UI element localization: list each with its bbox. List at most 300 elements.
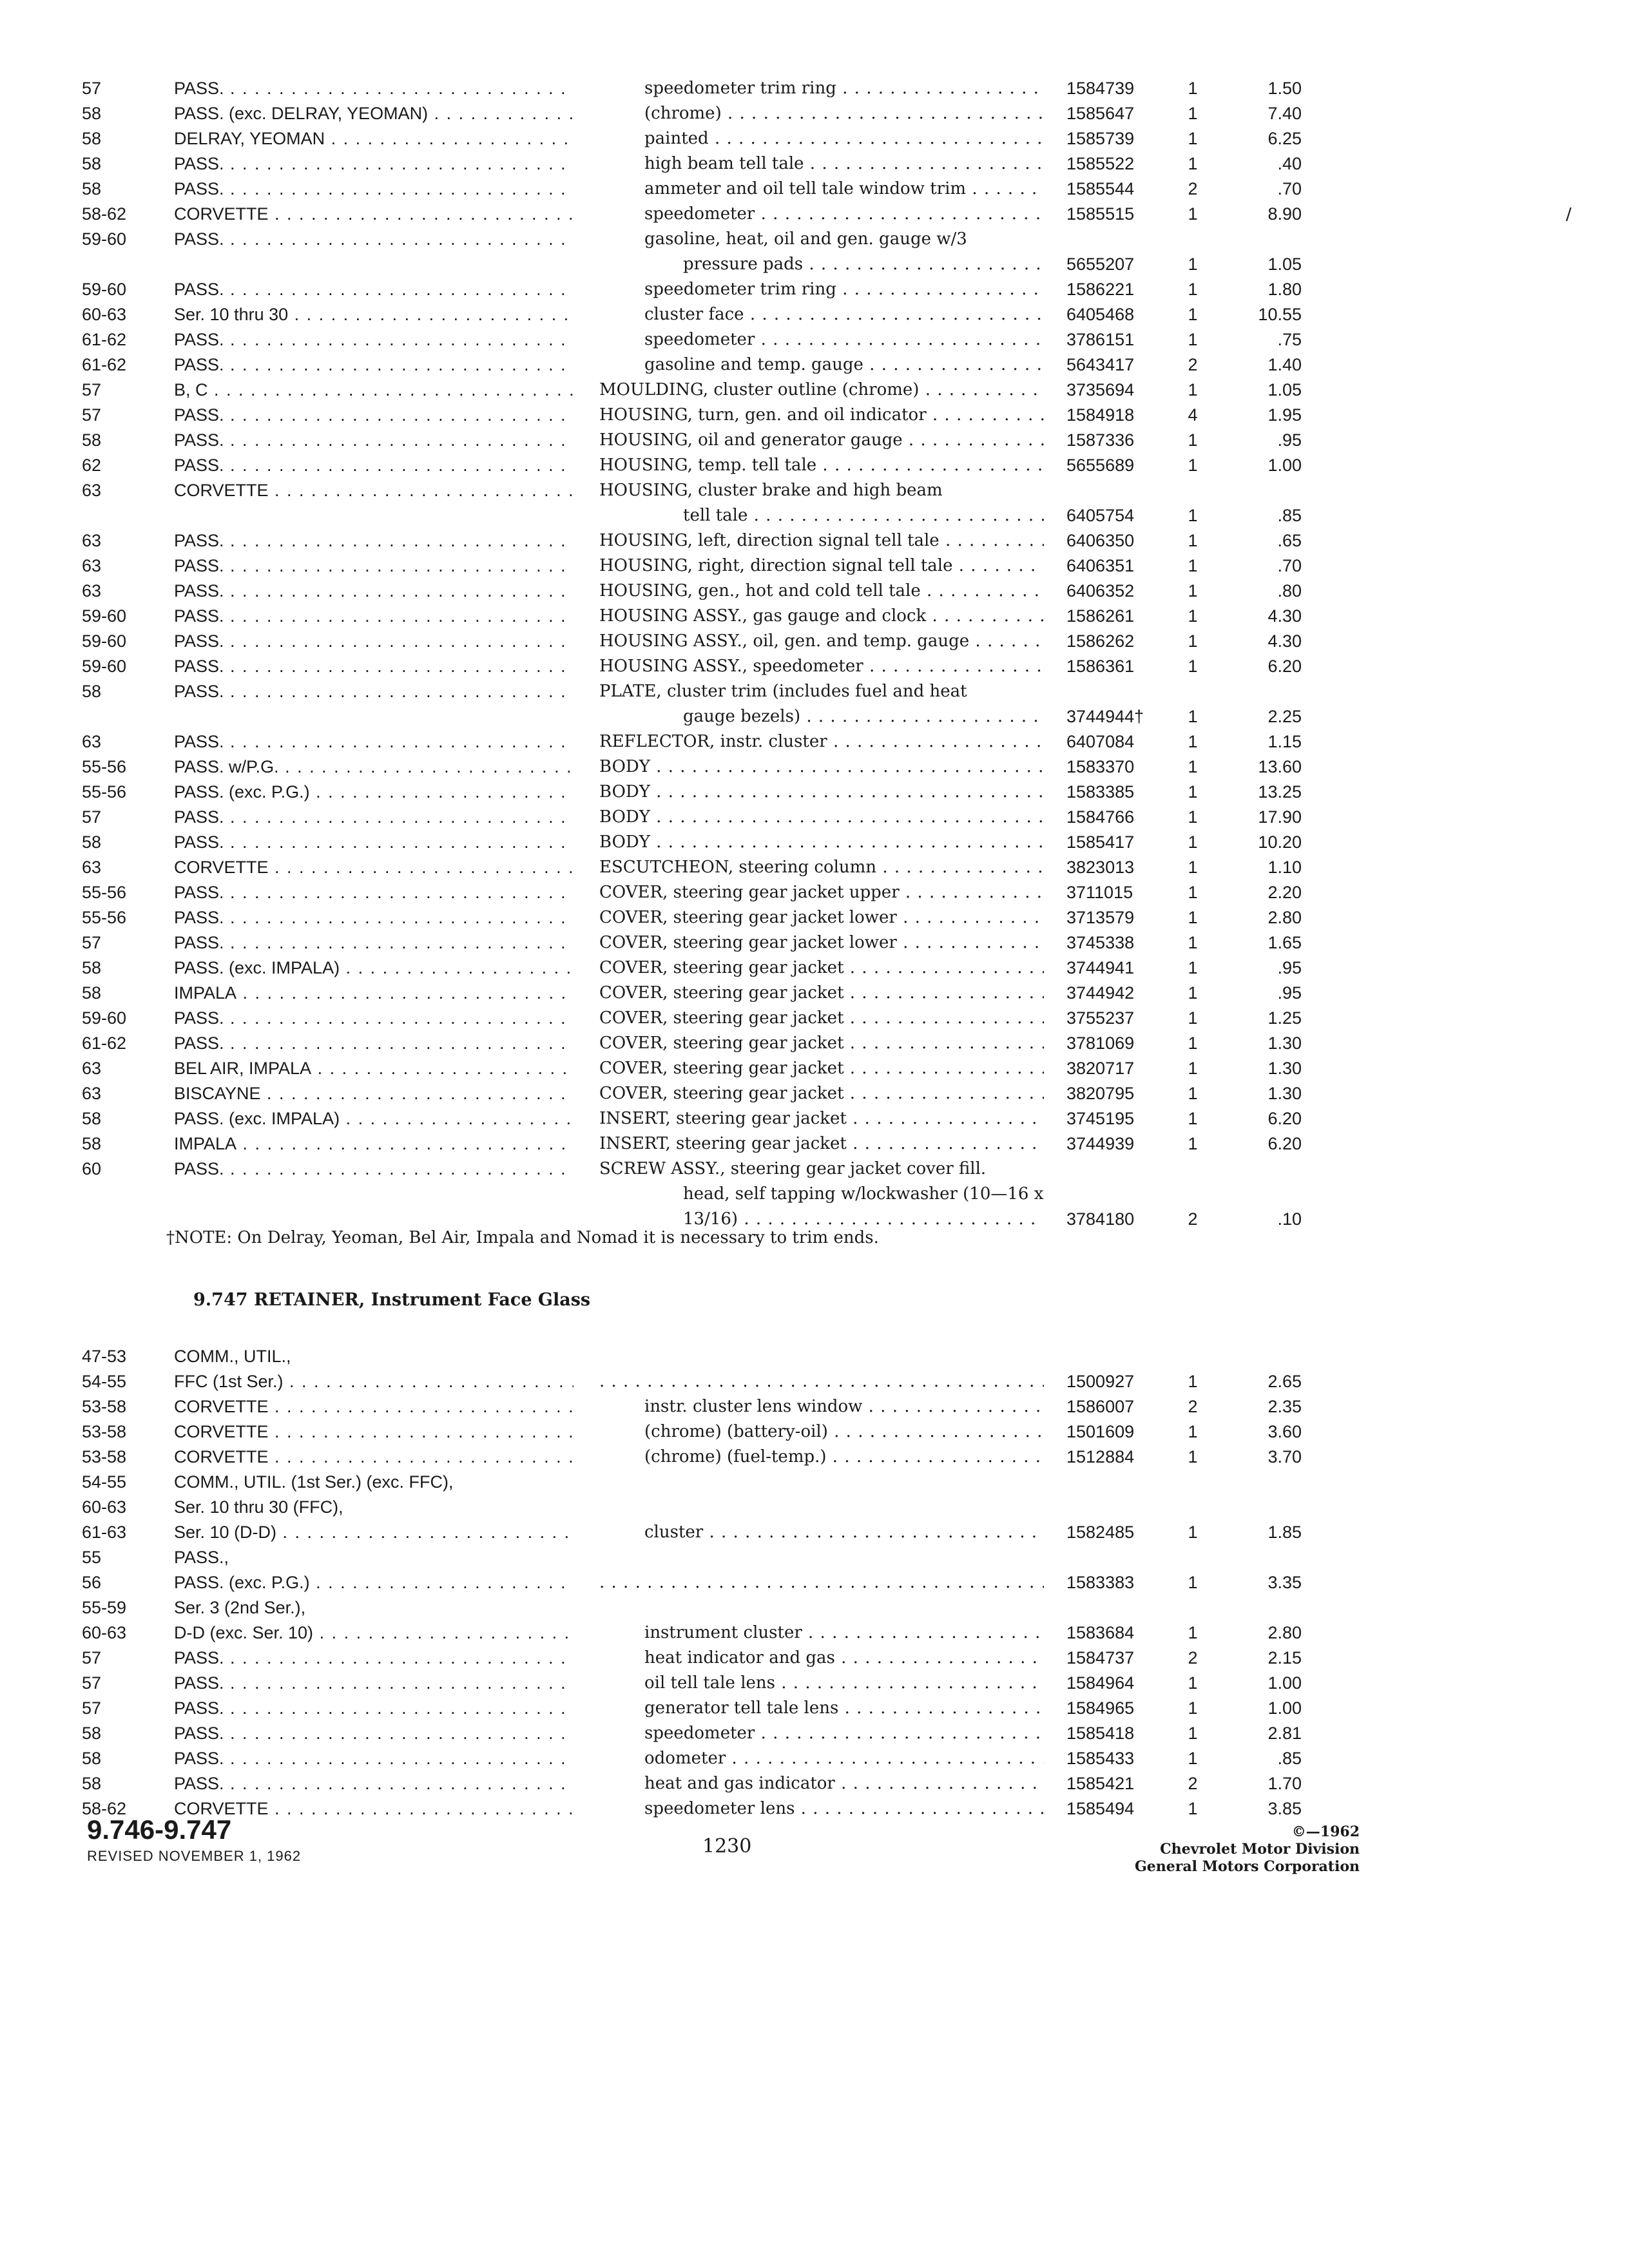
- model-cell: PASS. . . .: [174, 654, 574, 679]
- price-cell: 1.00: [1268, 456, 1302, 475]
- table-row: [0, 1620, 1629, 1646]
- description-cell: speedometer . . .: [644, 202, 1044, 227]
- description-cell: HOUSING, cluster brake and high beam: [599, 481, 943, 500]
- description-cell: generator tell tale lens . . .: [644, 1696, 1044, 1721]
- year-cell: 55-59: [82, 1598, 127, 1617]
- table-row: [0, 905, 1629, 930]
- table-row: [0, 830, 1629, 855]
- part-number-cell: 1585418: [1066, 1724, 1135, 1743]
- stray-mark: /: [1566, 205, 1572, 224]
- table-row: [0, 1570, 1629, 1595]
- description-cell: HOUSING, left, direction signal tell tale . . .: [599, 528, 1044, 553]
- model-cell: COMM., UTIL. (1st Ser.) (exc. FFC),: [174, 1472, 454, 1492]
- price-cell: 10.20: [1258, 832, 1302, 852]
- table-row: [0, 1081, 1629, 1106]
- price-cell: 1.10: [1268, 858, 1302, 877]
- quantity-cell: 1: [1188, 933, 1198, 952]
- description-cell: instr. cluster lens window . . .: [644, 1394, 1044, 1419]
- year-cell: 63: [82, 1059, 102, 1078]
- model-cell: PASS. (exc. DELRAY, YEOMAN) . . .: [174, 101, 574, 126]
- model-cell: CORVETTE . . .: [174, 1445, 574, 1470]
- year-cell: 47-53: [82, 1347, 127, 1366]
- model-cell: D-D (exc. Ser. 10) . . .: [174, 1620, 574, 1646]
- year-cell: 58: [82, 1109, 102, 1128]
- description-cell: gasoline and temp. gauge . . .: [644, 352, 1044, 378]
- quantity-cell: 1: [1188, 506, 1198, 525]
- price-cell: .95: [1277, 430, 1302, 450]
- quantity-cell: 1: [1188, 832, 1198, 852]
- quantity-cell: 1: [1188, 280, 1198, 299]
- part-number-cell: 1582485: [1066, 1523, 1135, 1542]
- quantity-cell: 1: [1188, 1134, 1198, 1153]
- quantity-cell: 1: [1188, 1422, 1198, 1441]
- part-number-cell: 1585522: [1066, 154, 1135, 173]
- model-cell: CORVETTE . . .: [174, 478, 574, 503]
- part-number-cell: 1583684: [1066, 1623, 1135, 1642]
- description-cell: MOULDING, cluster outline (chrome) . . .: [599, 378, 1044, 403]
- price-cell: 7.40: [1268, 104, 1302, 123]
- year-cell: 61-62: [82, 1033, 127, 1053]
- price-cell: 2.15: [1268, 1648, 1302, 1667]
- part-number-cell: 6407084: [1066, 732, 1135, 751]
- year-cell: 63: [82, 556, 102, 575]
- model-cell: Ser. 10 (D-D) . . .: [174, 1520, 574, 1545]
- parts-table-main: [0, 76, 1629, 1232]
- description-cell: (chrome) . . .: [644, 101, 1044, 126]
- description-cell: COVER, steering gear jacket lower . . .: [599, 930, 1044, 956]
- quantity-cell: 1: [1188, 1447, 1198, 1466]
- model-cell: Ser. 3 (2nd Ser.),: [174, 1598, 306, 1617]
- year-cell: 56: [82, 1573, 102, 1592]
- price-cell: 1.00: [1268, 1673, 1302, 1693]
- part-number-cell: 1585515: [1066, 204, 1135, 224]
- quantity-cell: 1: [1188, 154, 1198, 173]
- year-cell: 63: [82, 1084, 102, 1103]
- quantity-cell: 1: [1188, 606, 1198, 626]
- model-cell: PASS. . . .: [174, 151, 574, 177]
- year-cell: 54-55: [82, 1472, 127, 1492]
- description-cell: HOUSING, temp. tell tale . . .: [599, 453, 1044, 478]
- part-number-cell: 1585494: [1066, 1799, 1135, 1818]
- price-cell: 13.25: [1258, 782, 1302, 802]
- price-cell: .40: [1277, 154, 1302, 173]
- table-row: [0, 453, 1629, 478]
- model-cell: PASS.,: [174, 1548, 229, 1567]
- model-cell: CORVETTE . . .: [174, 855, 574, 880]
- description-cell: speedometer trim ring . . .: [644, 76, 1044, 101]
- year-cell: 59-60: [82, 631, 127, 651]
- year-cell: 58-62: [82, 204, 127, 224]
- model-cell: PASS. . . .: [174, 1696, 574, 1721]
- description-cell: pressure pads . . .: [683, 252, 1044, 277]
- footer-right: [1135, 1823, 1360, 1876]
- quantity-cell: 1: [1188, 430, 1198, 450]
- year-cell: 61-62: [82, 330, 127, 349]
- part-number-cell: 3745338: [1066, 933, 1135, 952]
- quantity-cell: 1: [1188, 104, 1198, 123]
- model-cell: PASS. . . .: [174, 1746, 574, 1771]
- part-number-cell: 3713579: [1066, 908, 1135, 927]
- corporation-name: General Motors Corporation: [1134, 1858, 1360, 1875]
- year-cell: 55-56: [82, 883, 127, 902]
- table-row: [0, 1056, 1629, 1081]
- quantity-cell: 1: [1188, 1623, 1198, 1642]
- model-cell: PASS. . . .: [174, 1771, 574, 1796]
- price-cell: .75: [1277, 330, 1302, 349]
- description-cell: cluster . . .: [644, 1520, 1044, 1545]
- table-row: [0, 252, 1629, 277]
- table-row: [0, 1182, 1629, 1207]
- quantity-cell: 2: [1188, 355, 1198, 374]
- model-cell: CORVETTE . . .: [174, 1796, 574, 1821]
- price-cell: 1.80: [1268, 280, 1302, 299]
- quantity-cell: 1: [1188, 1724, 1198, 1743]
- description-cell: odometer . . .: [644, 1746, 1044, 1771]
- model-cell: CORVETTE . . .: [174, 202, 574, 227]
- part-number-cell: 3735694: [1066, 380, 1135, 399]
- revision-date: REVISED NOVEMBER 1, 1962: [87, 1848, 302, 1864]
- quantity-cell: 2: [1188, 1774, 1198, 1793]
- year-cell: 54-55: [82, 1372, 127, 1391]
- table-row: [0, 101, 1629, 126]
- year-cell: 53-58: [82, 1397, 127, 1416]
- quantity-cell: 1: [1188, 1673, 1198, 1693]
- table-row: [0, 1545, 1629, 1570]
- year-cell: 62: [82, 456, 102, 475]
- model-cell: PASS. . . .: [174, 805, 574, 830]
- part-number-cell: 1585417: [1066, 832, 1135, 852]
- year-cell: 63: [82, 581, 102, 601]
- description-cell: ESCUTCHEON, steering column . . .: [599, 855, 1044, 880]
- table-row: [0, 754, 1629, 780]
- description-cell: HOUSING, turn, gen. and oil indicator . . .: [599, 403, 1044, 428]
- year-cell: 58: [82, 1724, 102, 1743]
- model-cell: PASS. . . .: [174, 1157, 574, 1182]
- year-cell: 57: [82, 1698, 102, 1718]
- table-row: [0, 302, 1629, 327]
- model-cell: PASS. . . .: [174, 453, 574, 478]
- description-cell: HOUSING, right, direction signal tell tale . . .: [599, 553, 1044, 579]
- year-cell: 59-60: [82, 606, 127, 626]
- table-row: [0, 629, 1629, 654]
- table-row: [0, 403, 1629, 428]
- part-number-cell: 3820795: [1066, 1084, 1135, 1103]
- quantity-cell: 1: [1188, 958, 1198, 977]
- quantity-cell: 1: [1188, 1033, 1198, 1053]
- description-cell: COVER, steering gear jacket upper . . .: [599, 880, 1044, 905]
- model-cell: FFC (1st Ser.) . . .: [174, 1369, 574, 1394]
- quantity-cell: 1: [1188, 757, 1198, 776]
- description-cell: COVER, steering gear jacket . . .: [599, 1056, 1044, 1081]
- price-cell: 1.05: [1268, 380, 1302, 399]
- model-cell: PASS. . . .: [174, 579, 574, 604]
- part-number-cell: 6405468: [1066, 305, 1135, 324]
- table-row: [0, 503, 1629, 528]
- table-row: [0, 327, 1629, 352]
- year-cell: 58: [82, 179, 102, 198]
- footer-left: [87, 1814, 301, 1865]
- year-cell: 58: [82, 958, 102, 977]
- part-number-cell: 3744944†: [1066, 707, 1144, 726]
- description-cell: head, self tapping w/lockwasher (10—16 x: [683, 1184, 1044, 1204]
- quantity-cell: 1: [1188, 707, 1198, 726]
- quantity-cell: 1: [1188, 858, 1198, 877]
- table-row: [0, 1671, 1629, 1696]
- part-number-cell: 1585544: [1066, 179, 1135, 198]
- quantity-cell: 1: [1188, 581, 1198, 601]
- description-cell: COVER, steering gear jacket . . .: [599, 1081, 1044, 1106]
- parts-table-retainer: [0, 1344, 1629, 1821]
- model-cell: PASS. (exc. P.G.) . . .: [174, 780, 574, 805]
- description-cell: high beam tell tale . . .: [644, 151, 1044, 177]
- table-row: [0, 604, 1629, 629]
- section-number: 9.746-9.747: [87, 1814, 232, 1845]
- quantity-cell: 1: [1188, 1109, 1198, 1128]
- table-row: [0, 126, 1629, 151]
- part-number-cell: 3784180: [1066, 1209, 1135, 1229]
- table-row: [0, 1106, 1629, 1131]
- description-cell: speedometer lens . . .: [644, 1796, 1044, 1821]
- quantity-cell: 1: [1188, 1799, 1198, 1818]
- year-cell: 57: [82, 807, 102, 827]
- model-cell: PASS. . . .: [174, 428, 574, 453]
- price-cell: 1.00: [1268, 1698, 1302, 1718]
- quantity-cell: 1: [1188, 1008, 1198, 1028]
- description-cell: (chrome) (fuel-temp.) . . .: [644, 1445, 1044, 1470]
- table-row: [0, 1157, 1629, 1182]
- model-cell: PASS. . . .: [174, 277, 574, 302]
- part-number-cell: 6406351: [1066, 556, 1135, 575]
- quantity-cell: 1: [1188, 983, 1198, 1003]
- year-cell: 58-62: [82, 1799, 127, 1818]
- price-cell: .85: [1277, 506, 1302, 525]
- price-cell: 3.35: [1268, 1573, 1302, 1592]
- year-cell: 63: [82, 858, 102, 877]
- table-row: [0, 76, 1629, 101]
- price-cell: 1.40: [1268, 355, 1302, 374]
- model-cell: BEL AIR, IMPALA . . .: [174, 1056, 574, 1081]
- table-row: [0, 227, 1629, 252]
- quantity-cell: 1: [1188, 305, 1198, 324]
- table-row: [0, 1520, 1629, 1545]
- year-cell: 60-63: [82, 1497, 127, 1517]
- trim-note: †NOTE: On Delray, Yeoman, Bel Air, Impala and Nomad it is necessary to trim ends.: [166, 1228, 879, 1247]
- price-cell: 3.60: [1268, 1422, 1302, 1441]
- model-cell: PASS. . . .: [174, 1671, 574, 1696]
- year-cell: 59-60: [82, 229, 127, 249]
- year-cell: 57: [82, 380, 102, 399]
- part-number-cell: 6405754: [1066, 506, 1135, 525]
- table-row: [0, 352, 1629, 378]
- price-cell: 2.80: [1268, 1623, 1302, 1642]
- year-cell: 53-58: [82, 1447, 127, 1466]
- quantity-cell: 2: [1188, 1209, 1198, 1229]
- part-number-cell: 1512884: [1066, 1447, 1135, 1466]
- price-cell: .95: [1277, 983, 1302, 1003]
- model-cell: PASS. . . .: [174, 729, 574, 754]
- quantity-cell: 1: [1188, 631, 1198, 651]
- model-cell: IMPALA . . .: [174, 1131, 574, 1157]
- description-cell: BODY . . .: [599, 780, 1044, 805]
- description-cell: painted . . .: [644, 126, 1044, 151]
- year-cell: 63: [82, 531, 102, 550]
- description-cell: speedometer trim ring . . .: [644, 277, 1044, 302]
- quantity-cell: 4: [1188, 405, 1198, 425]
- description-cell: COVER, steering gear jacket . . .: [599, 981, 1044, 1006]
- part-number-cell: 1586262: [1066, 631, 1135, 651]
- price-cell: 4.30: [1268, 631, 1302, 651]
- model-cell: Ser. 10 thru 30 . . .: [174, 302, 574, 327]
- description-cell: HOUSING ASSY., gas gauge and clock . . .: [599, 604, 1044, 629]
- table-row: [0, 1031, 1629, 1056]
- description-cell: PLATE, cluster trim (includes fuel and heat: [599, 682, 967, 701]
- page-number: 1230: [702, 1835, 752, 1858]
- price-cell: 2.65: [1268, 1372, 1302, 1391]
- price-cell: 3.85: [1268, 1799, 1302, 1818]
- price-cell: 8.90: [1268, 204, 1302, 224]
- year-cell: 55-56: [82, 908, 127, 927]
- description-cell: instrument cluster . . .: [644, 1620, 1044, 1646]
- model-cell: PASS. . . .: [174, 403, 574, 428]
- table-row: [0, 151, 1629, 177]
- part-number-cell: 3755237: [1066, 1008, 1135, 1028]
- part-number-cell: 1585647: [1066, 104, 1135, 123]
- year-cell: 57: [82, 79, 102, 98]
- year-cell: 59-60: [82, 1008, 127, 1028]
- part-number-cell: 1587336: [1066, 430, 1135, 450]
- description-cell: 13/16) . . .: [683, 1207, 1044, 1232]
- table-row: [0, 880, 1629, 905]
- quantity-cell: 1: [1188, 908, 1198, 927]
- description-cell: speedometer . . .: [644, 1721, 1044, 1746]
- model-cell: PASS. . . .: [174, 352, 574, 378]
- price-cell: .85: [1277, 1749, 1302, 1768]
- table-row: [0, 981, 1629, 1006]
- table-row: [0, 1394, 1629, 1419]
- part-number-cell: 3744942: [1066, 983, 1135, 1003]
- year-cell: 58: [82, 104, 102, 123]
- year-cell: 57: [82, 933, 102, 952]
- price-cell: 6.20: [1268, 657, 1302, 676]
- model-cell: PASS. . . .: [174, 679, 574, 704]
- model-cell: PASS. (exc. P.G.) . . .: [174, 1570, 574, 1595]
- table-row: [0, 805, 1629, 830]
- price-cell: 6.25: [1268, 129, 1302, 148]
- part-number-cell: 1583370: [1066, 757, 1135, 776]
- model-cell: PASS. . . .: [174, 1006, 574, 1031]
- price-cell: 10.55: [1258, 305, 1302, 324]
- table-row: [0, 1419, 1629, 1445]
- model-cell: PASS. . . .: [174, 629, 574, 654]
- description-cell: HOUSING, gen., hot and cold tell tale . . .: [599, 579, 1044, 604]
- part-number-cell: 1586361: [1066, 657, 1135, 676]
- table-row: [0, 277, 1629, 302]
- model-cell: PASS. . . .: [174, 830, 574, 855]
- table-row: [0, 1344, 1629, 1369]
- year-cell: 57: [82, 1673, 102, 1693]
- year-cell: 58: [82, 1774, 102, 1793]
- part-number-cell: 1584766: [1066, 807, 1135, 827]
- table-row: [0, 1470, 1629, 1495]
- part-number-cell: 1501609: [1066, 1422, 1135, 1441]
- quantity-cell: 1: [1188, 732, 1198, 751]
- model-cell: PASS. (exc. IMPALA) . . .: [174, 956, 574, 981]
- table-row: [0, 528, 1629, 553]
- quantity-cell: 1: [1188, 129, 1198, 148]
- section-heading: 9.747 RETAINER, Instrument Face Glass: [193, 1290, 591, 1310]
- table-row: [0, 1006, 1629, 1031]
- description-cell: [599, 1570, 1044, 1595]
- description-cell: (chrome) (battery-oil) . . .: [644, 1419, 1044, 1445]
- quantity-cell: 1: [1188, 782, 1198, 802]
- table-row: [0, 855, 1629, 880]
- part-number-cell: 1584737: [1066, 1648, 1135, 1667]
- part-number-cell: 3823013: [1066, 858, 1135, 877]
- model-cell: PASS. . . .: [174, 880, 574, 905]
- description-cell: speedometer . . .: [644, 327, 1044, 352]
- quantity-cell: 1: [1188, 456, 1198, 475]
- price-cell: 2.25: [1268, 707, 1302, 726]
- part-number-cell: 1584965: [1066, 1698, 1135, 1718]
- table-row: [0, 478, 1629, 503]
- year-cell: 57: [82, 405, 102, 425]
- model-cell: PASS. . . .: [174, 177, 574, 202]
- price-cell: 13.60: [1258, 757, 1302, 776]
- year-cell: 55-56: [82, 782, 127, 802]
- description-cell: oil tell tale lens . . .: [644, 1671, 1044, 1696]
- description-cell: COVER, steering gear jacket . . .: [599, 1031, 1044, 1056]
- price-cell: 1.05: [1268, 255, 1302, 274]
- price-cell: 6.20: [1268, 1109, 1302, 1128]
- table-row: [0, 704, 1629, 729]
- description-cell: [599, 1369, 1044, 1394]
- model-cell: Ser. 10 thru 30 (FFC),: [174, 1497, 343, 1517]
- year-cell: 59-60: [82, 280, 127, 299]
- quantity-cell: 1: [1188, 1749, 1198, 1768]
- part-number-cell: 3820717: [1066, 1059, 1135, 1078]
- description-cell: tell tale . . .: [683, 503, 1044, 528]
- part-number-cell: 1583385: [1066, 782, 1135, 802]
- quantity-cell: 1: [1188, 1523, 1198, 1542]
- part-number-cell: 3745195: [1066, 1109, 1135, 1128]
- part-number-cell: 1584739: [1066, 79, 1135, 98]
- table-row: [0, 729, 1629, 754]
- description-cell: BODY . . .: [599, 754, 1044, 780]
- table-row: [0, 1771, 1629, 1796]
- description-cell: COVER, steering gear jacket lower . . .: [599, 905, 1044, 930]
- part-number-cell: 1586007: [1066, 1397, 1135, 1416]
- description-cell: COVER, steering gear jacket . . .: [599, 1006, 1044, 1031]
- year-cell: 58: [82, 1134, 102, 1153]
- part-number-cell: 1586221: [1066, 280, 1135, 299]
- quantity-cell: 1: [1188, 79, 1198, 98]
- quantity-cell: 2: [1188, 1648, 1198, 1667]
- model-cell: IMPALA . . .: [174, 981, 574, 1006]
- model-cell: PASS. . . .: [174, 1721, 574, 1746]
- part-number-cell: 3711015: [1066, 883, 1133, 902]
- model-cell: B, C . . .: [174, 378, 574, 403]
- year-cell: 58: [82, 1749, 102, 1768]
- price-cell: 17.90: [1258, 807, 1302, 827]
- part-number-cell: 3781069: [1066, 1033, 1135, 1053]
- year-cell: 60-63: [82, 305, 127, 324]
- model-cell: PASS. . . .: [174, 604, 574, 629]
- table-row: [0, 1721, 1629, 1746]
- table-row: [0, 1696, 1629, 1721]
- quantity-cell: 1: [1188, 1372, 1198, 1391]
- table-row: [0, 780, 1629, 805]
- description-cell: HOUSING ASSY., speedometer . . .: [599, 654, 1044, 679]
